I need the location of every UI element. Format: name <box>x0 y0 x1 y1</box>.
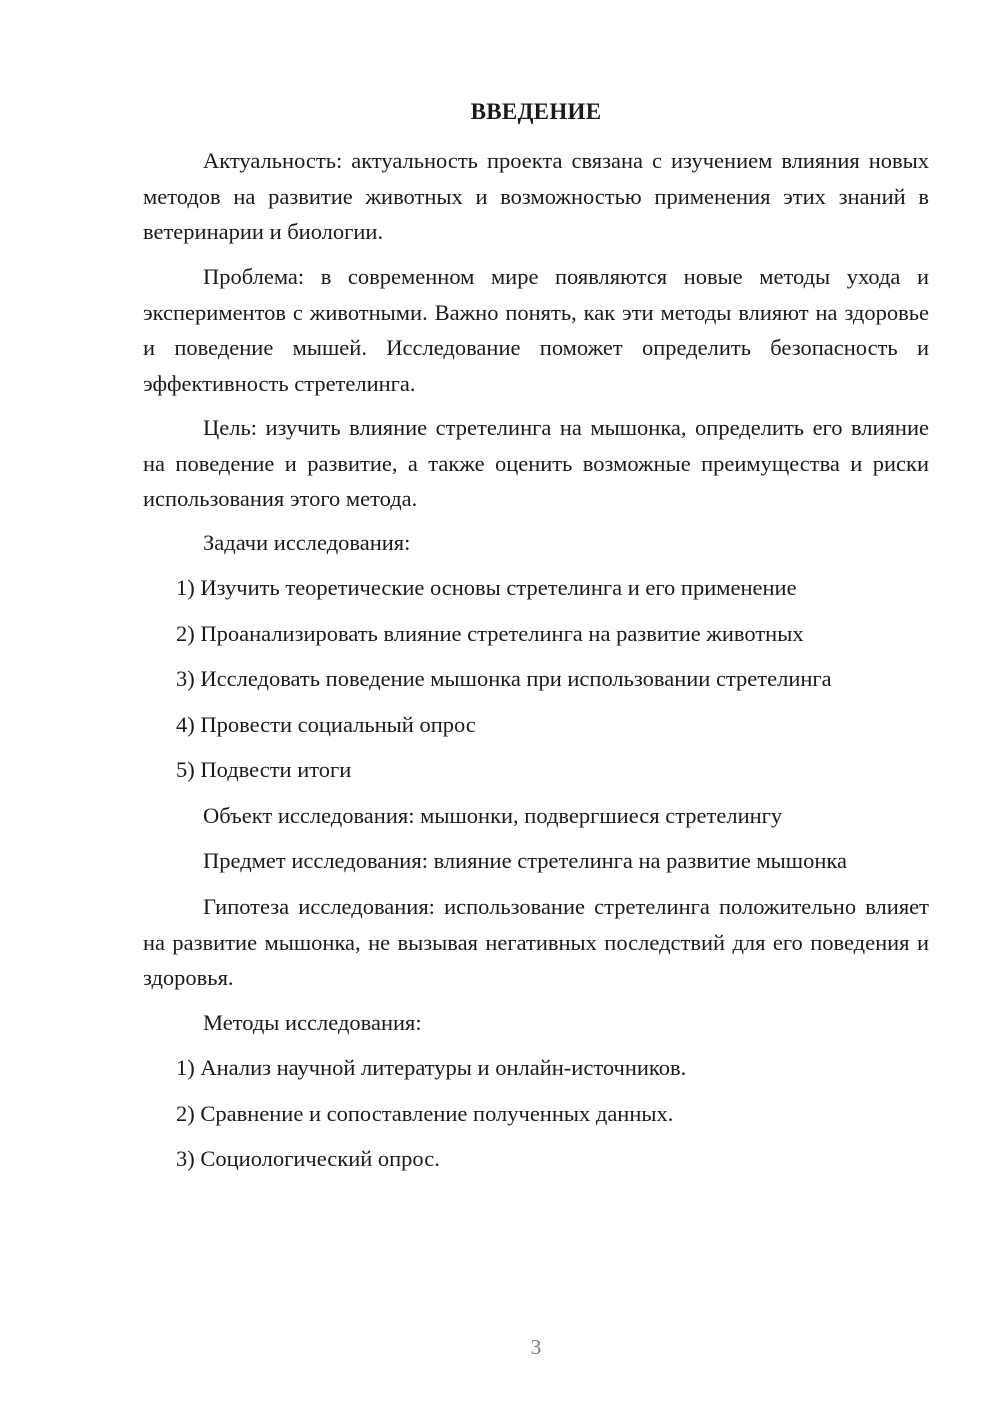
method-item: 2) Сравнение и сопоставление полученных данных. <box>176 1101 674 1126</box>
task-item: 2) Проанализировать влияние стретелинга на развитие животных <box>176 621 804 646</box>
task-item: 3) Исследовать поведение мышонка при использовании стретелинга <box>176 666 832 691</box>
method-item: 1) Анализ научной литературы и онлайн-источников. <box>176 1055 687 1080</box>
subject-line: Предмет исследования: влияние стретелинга на развитие мышонка <box>203 848 847 873</box>
actuality-paragraph: Актуальность: актуальность проекта связана с изучением влияния новых методов на развитие животных и возможностью применения этих знаний в ветеринарии и биологии. <box>143 148 929 244</box>
method-item: 3) Социологический опрос. <box>176 1146 440 1171</box>
hypothesis-paragraph: Гипотеза исследования: использование стретелинга положительно влияет на развитие мышонка, не вызывая негативных последствий для его поведения и здоровья. <box>143 894 929 990</box>
page-number: 3 <box>530 1335 542 1359</box>
task-item: 4) Провести социальный опрос <box>176 712 476 737</box>
problem-paragraph: Проблема: в современном мире появляются новые методы ухода и экспериментов с животными. Важно понять, как эти методы влияют на здоровье и поведение мышей. Исследование поможет определить безопасность и эффективность стретелинга. <box>143 264 929 396</box>
task-item: 1) Изучить теоретические основы стретелинга и его применение <box>176 575 797 600</box>
methods-heading: Методы исследования: <box>203 1010 422 1035</box>
tasks-heading: Задачи исследования: <box>203 530 411 555</box>
goal-paragraph: Цель: изучить влияние стретелинга на мышонка, определить его влияние на поведение и развитие, а также оценить возможные преимущества и риски использования этого метода. <box>143 415 929 511</box>
task-item: 5) Подвести итоги <box>176 757 352 782</box>
object-line: Объект исследования: мышонки, подвергшиеся стретелингу <box>203 803 783 828</box>
page-title: ВВЕДЕНИЕ <box>470 99 602 124</box>
